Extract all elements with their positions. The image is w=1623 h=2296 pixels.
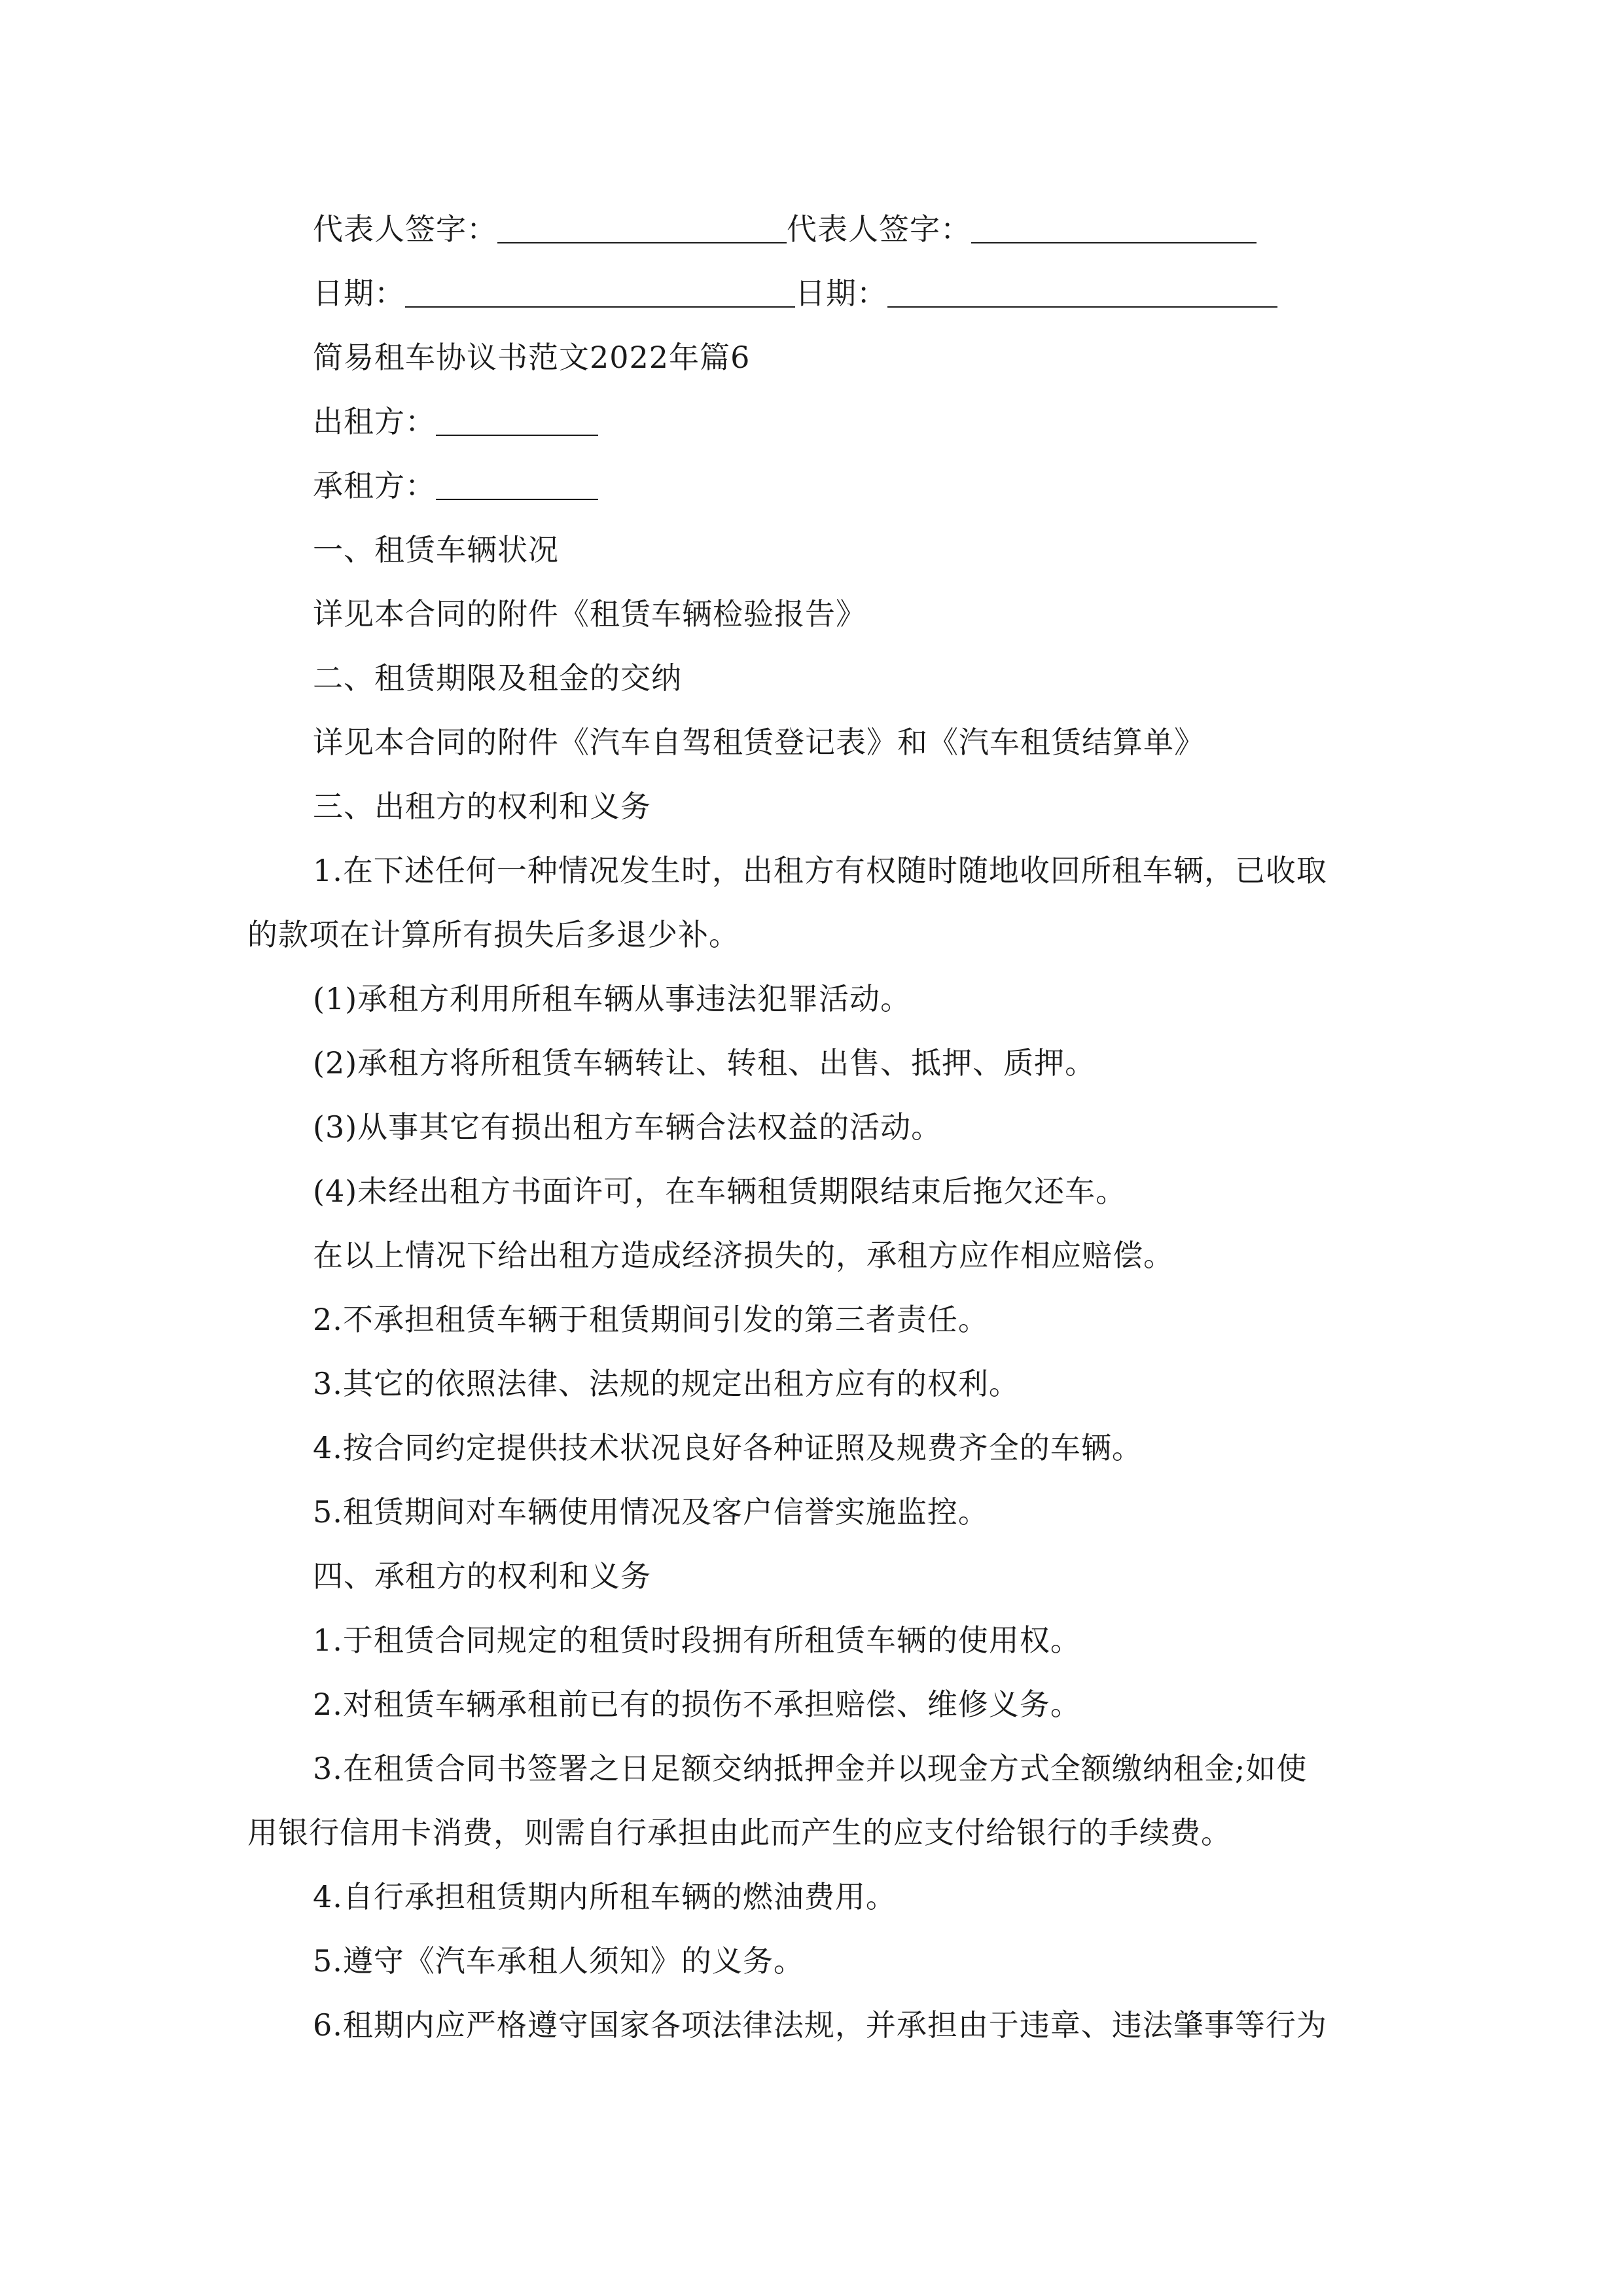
section-4-item-2: 2.对租赁车辆承租前已有的损伤不承担赔偿、维修义务。 xyxy=(313,1687,1081,1722)
section-1-heading: 一、租赁车辆状况 xyxy=(313,532,559,567)
section-4-item-1: 1.于租赁合同规定的租赁时段拥有所租赁车辆的使用权。 xyxy=(313,1623,1081,1658)
section-2-text: 详见本合同的附件《汽车自驾租赁登记表》和《汽车租赁结算单》 xyxy=(313,725,1205,760)
lessee-label: 承租方： xyxy=(313,468,436,503)
section-4-item-6-line-1: 6.租期内应严格遵守国家各项法律法规，并承担由于违章、违法肇事等行为 xyxy=(313,2007,1327,2043)
section-4-item-3-line-1: 3.在租赁合同书签署之日足额交纳抵押金并以现金方式全额缴纳租金;如使 xyxy=(313,1751,1308,1786)
section-4-heading: 四、承租方的权利和义务 xyxy=(313,1558,651,1594)
section-3-item-3: 3.其它的依照法律、法规的规定出租方应有的权利。 xyxy=(313,1366,1020,1401)
section-3-item-2: 2.不承担租赁车辆于租赁期间引发的第三者责任。 xyxy=(313,1302,989,1337)
rep-signature-label-right: 代表人签字： xyxy=(787,211,971,247)
section-3-item-5: 5.租赁期间对车辆使用情况及客户信誉实施监控。 xyxy=(313,1494,989,1530)
rep-signature-blank-right[interactable] xyxy=(971,213,1257,243)
section-3-compensation: 在以上情况下给出租方造成经济损失的，承租方应作相应赔偿。 xyxy=(313,1238,1174,1273)
signature-row-representative xyxy=(313,209,1257,249)
lessor-blank[interactable] xyxy=(436,406,598,436)
section-3-clause-1: (1)承租方利用所租车辆从事违法犯罪活动。 xyxy=(313,981,912,1016)
date-blank-right[interactable] xyxy=(887,278,1277,308)
section-1-text: 详见本合同的附件《租赁车辆检验报告》 xyxy=(313,596,866,632)
section-3-clause-4: (4)未经出租方书面许可，在车辆租赁期限结束后拖欠还车。 xyxy=(313,1174,1127,1209)
lessee-row xyxy=(313,466,598,505)
lessee-blank[interactable] xyxy=(436,470,598,500)
rep-signature-label-left: 代表人签字： xyxy=(313,211,497,247)
section-3-item-1-line-1: 1.在下述任何一种情况发生时，出租方有权随时随地收回所租车辆，已收取 xyxy=(313,853,1327,888)
section-3-item-4: 4.按合同约定提供技术状况良好各种证照及规费齐全的车辆。 xyxy=(313,1430,1143,1465)
rep-signature-blank-left[interactable] xyxy=(497,213,787,243)
section-3-clause-3: (3)从事其它有损出租方车辆合法权益的活动。 xyxy=(313,1109,942,1145)
section-3-clause-2: (2)承租方将所租赁车辆转让、转租、出售、抵押、质押。 xyxy=(313,1045,1096,1081)
document-title: 简易租车协议书范文2022年篇6 xyxy=(313,340,751,375)
section-3-heading: 三、出租方的权利和义务 xyxy=(313,789,651,824)
date-label-left: 日期： xyxy=(313,276,405,311)
section-2-heading: 二、租赁期限及租金的交纳 xyxy=(313,660,682,696)
section-4-item-4: 4.自行承担租赁期内所租车辆的燃油费用。 xyxy=(313,1879,897,1914)
section-4-item-3-line-2: 用银行信用卡消费，则需自行承担由此而产生的应支付给银行的手续费。 xyxy=(247,1815,1232,1850)
date-blank-left[interactable] xyxy=(405,278,795,308)
signature-row-date xyxy=(313,274,1277,313)
lessor-label: 出租方： xyxy=(313,404,436,439)
section-3-item-1-line-2: 的款项在计算所有损失后多退少补。 xyxy=(247,917,740,952)
date-label-right: 日期： xyxy=(795,276,887,311)
section-4-item-5: 5.遵守《汽车承租人须知》的义务。 xyxy=(313,1943,804,1979)
lessor-row xyxy=(313,402,598,441)
